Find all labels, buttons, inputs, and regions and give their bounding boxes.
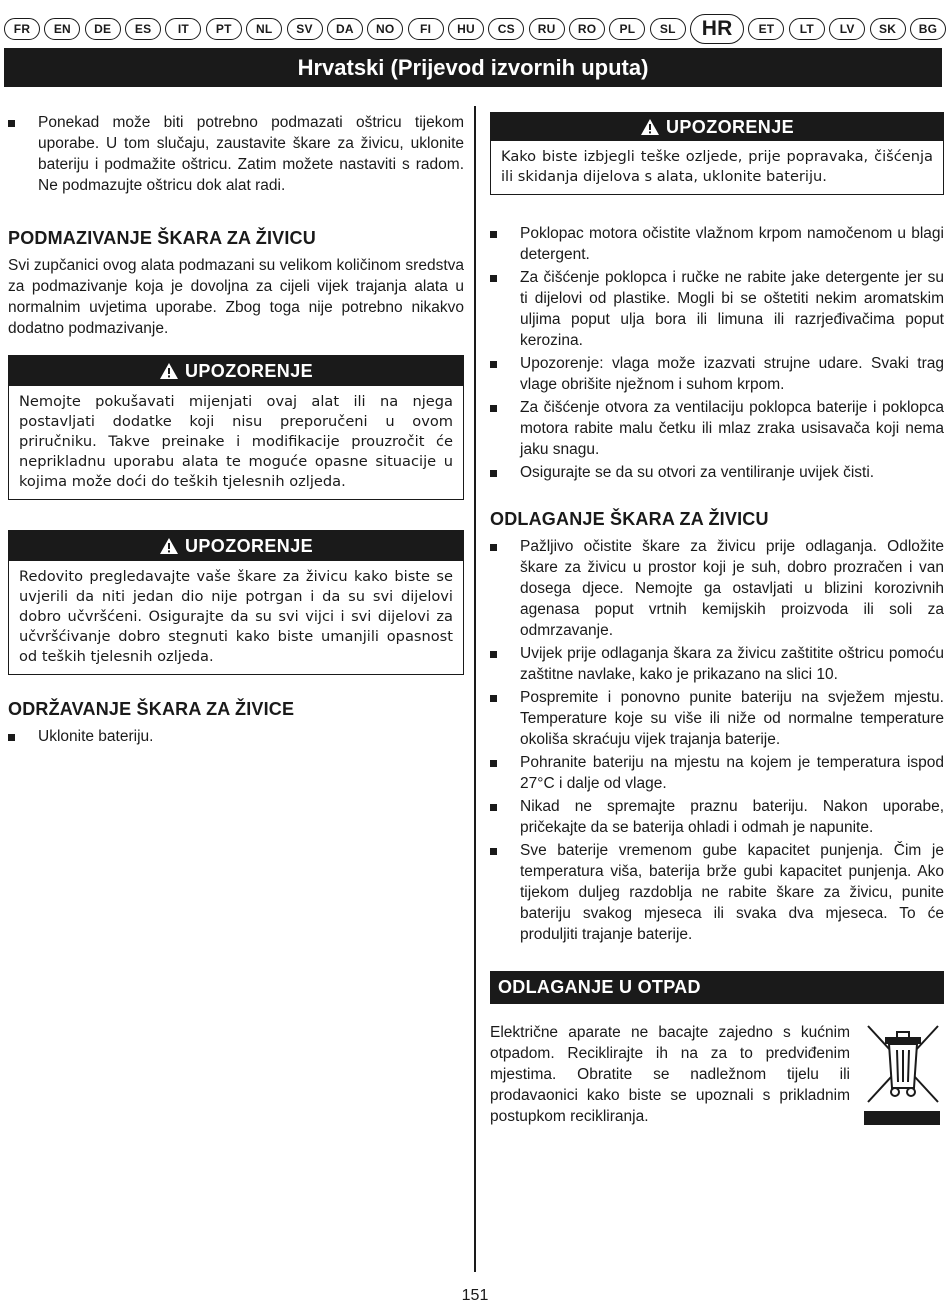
language-tab-hu: HU bbox=[448, 18, 484, 40]
list-item: Pospremite i ponovno punite bateriju na svježem mjestu. Temperature koje su više ili niže od normalne temperature okoliša skraćuju vijek trajanja baterije. bbox=[490, 687, 944, 750]
right-column bbox=[490, 112, 944, 1127]
language-tab-fr: FR bbox=[4, 18, 40, 40]
warning-title: UPOZORENJE bbox=[184, 360, 314, 381]
column-divider bbox=[474, 106, 476, 1272]
disposal-title: ODLAGANJE U OTPAD bbox=[498, 977, 701, 997]
list-item: Uvijek prije odlaganja škara za živicu zaštitite oštricu pomoću zaštitne navlake, kako je prikazano na slici 10. bbox=[490, 643, 944, 685]
separate-collection-bar bbox=[864, 1111, 940, 1125]
section-heading-lubrication: PODMAZIVANJE ŠKARA ZA ŽIVICU bbox=[8, 228, 316, 248]
cleaning-list bbox=[490, 223, 944, 483]
language-tab-bg: BG bbox=[910, 18, 946, 40]
language-tab-sl: SL bbox=[650, 18, 686, 40]
language-tab-es: ES bbox=[125, 18, 161, 40]
page-number: 151 bbox=[461, 1287, 489, 1304]
language-tab-no: NO bbox=[367, 18, 403, 40]
list-item: Poklopac motora očistite vlažnom krpom namočenom u blagi detergent. bbox=[490, 223, 944, 265]
list-item: Za čišćenje otvora za ventilaciju poklopca baterije i poklopca motora rabite malu četku ili mlaz zraka usisavača koji nema jaku snagu. bbox=[490, 397, 944, 460]
section-heading-maintenance: ODRŽAVANJE ŠKARA ZA ŽIVICE bbox=[8, 699, 295, 719]
intro-list bbox=[8, 112, 464, 196]
page-title: Hrvatski (Prijevod izvornih uputa) bbox=[297, 54, 649, 80]
warning-text: Redovito pregledavajte vaše škare za živicu kako biste se uvjerili da niti jedan dio nije potrgan i da su svi dijelovi dobro učvršćeni. Osigurajte da su svi vijci i svi dijelovi za učvršćivanje dobro stegnuti kako biste umanjili opasnost od teških tjelesnih ozljeda. bbox=[19, 568, 453, 665]
disposal-text: Električne aparate ne bacajte zajedno s kućnim otpadom. Reciklirajte ih na za to predviđenim mjestima. Obratite se nadležnom tijelu ili prodavaonici kako biste se upoznali s prikladnim postupkom recikliranja. bbox=[490, 1024, 850, 1125]
language-tab-hr: HR bbox=[690, 14, 744, 44]
lubrication-text: Svi zupčanici ovog alata podmazani su velikom količinom sredstva za podmazivanje koja je dovoljna za cijeli vijek trajanja alata u normalnim uvjetima uporabe. Zbog toga nije potrebno nikakvo dodatno podmazivanje. bbox=[8, 257, 464, 337]
language-tab-de: DE bbox=[85, 18, 121, 40]
warning-header bbox=[9, 356, 463, 386]
list-item: Uklonite bateriju. bbox=[8, 726, 464, 747]
list-item: Ponekad može biti potrebno podmazati oštricu tijekom uporabe. U tom slučaju, zaustavite škare za živicu, uklonite bateriju i podmažite oštricu. Zatim možete nastaviti s radom. Ne podmazujte oštricu dok alat radi. bbox=[8, 112, 464, 196]
warning-text: Nemojte pokušavati mijenjati ovaj alat ili na njega postavljati dodatke koji nisu preporučeni u ovom priručniku. Takve preinake i modifikacije prouzročit će neprikladnu uporabu alata te moguće opasne situacije u kojima može doći do teških tjelesnih ozljeda. bbox=[19, 393, 453, 490]
language-tab-en: EN bbox=[44, 18, 80, 40]
list-item: Upozorenje: vlaga može izazvati strujne udare. Svaki trag vlage obrišite nježnom i suhom krpom. bbox=[490, 353, 944, 395]
warning-title: UPOZORENJE bbox=[184, 535, 314, 556]
warning-box-inspection bbox=[8, 530, 464, 675]
warning-title: UPOZORENJE bbox=[665, 116, 795, 137]
page-title-bar bbox=[4, 48, 942, 87]
warning-box-repairs bbox=[490, 112, 944, 195]
warning-triangle-icon bbox=[640, 118, 660, 136]
list-item: Nikad ne spremajte praznu bateriju. Nakon uporabe, pričekajte da se baterija ohladi i odmah je napunite. bbox=[490, 796, 944, 838]
language-tab-pt: PT bbox=[206, 18, 242, 40]
warning-box-modifications bbox=[8, 355, 464, 500]
section-heading-storage: ODLAGANJE ŠKARA ZA ŽIVICU bbox=[490, 509, 769, 529]
language-tab-nl: NL bbox=[246, 18, 282, 40]
section-heading-disposal bbox=[490, 971, 944, 1004]
warning-triangle-icon bbox=[159, 537, 179, 555]
language-tab-cs: CS bbox=[488, 18, 524, 40]
language-tab-da: DA bbox=[327, 18, 363, 40]
list-item: Pohranite bateriju na mjestu na kojem je temperatura ispod 27°C i dalje od vlage. bbox=[490, 752, 944, 794]
language-tab-ru: RU bbox=[529, 18, 565, 40]
warning-header bbox=[491, 113, 943, 141]
language-tab-fi: FI bbox=[408, 18, 444, 40]
warning-header bbox=[9, 531, 463, 561]
language-tab-sv: SV bbox=[287, 18, 323, 40]
left-column bbox=[8, 112, 464, 747]
language-tab-sk: SK bbox=[870, 18, 906, 40]
language-tab-lv: LV bbox=[829, 18, 865, 40]
disposal-block bbox=[490, 1022, 944, 1127]
crossed-out-wheelie-bin-icon bbox=[864, 1022, 942, 1125]
warning-text: Kako biste izbjegli teške ozljede, prije popravaka, čišćenja ili skidanja dijelova s alata, uklonite bateriju. bbox=[501, 148, 933, 185]
list-item: Za čišćenje poklopca i ručke ne rabite jake detergente jer su ti dijelovi od plastike. Mogli bi se oštetiti nekim aromatskim uljima poput ulja bora ili limuna ili razrjeđivačima poput kerozina. bbox=[490, 267, 944, 351]
storage-list bbox=[490, 536, 944, 945]
list-item: Osigurajte se da su otvori za ventiliranje uvijek čisti. bbox=[490, 462, 944, 483]
language-tab-pl: PL bbox=[609, 18, 645, 40]
language-tab-lt: LT bbox=[789, 18, 825, 40]
list-item: Pažljivo očistite škare za živicu prije odlaganja. Odložite škare za živicu u prostor koji je suh, dobro prozračen i van dosega djece. Nemojte ga ostavljati u blizini korozivnih agenasa poput vrtnih kemijskih proizvoda ili soli za odmrzavanje. bbox=[490, 536, 944, 641]
language-tab-ro: RO bbox=[569, 18, 605, 40]
language-tab-it: IT bbox=[165, 18, 201, 40]
warning-triangle-icon bbox=[159, 362, 179, 380]
language-tab-et: ET bbox=[748, 18, 784, 40]
list-item: Sve baterije vremenom gube kapacitet punjenja. Čim je temperatura viša, baterija brže gubi kapacitet punjenja. Ako tijekom duljeg razdoblja ne rabite škare za živicu, punite bateriju svakog mjeseca ili svaka dva mjeseca. To će produljiti trajanje baterije. bbox=[490, 840, 944, 945]
maintenance-list bbox=[8, 726, 464, 747]
language-selector bbox=[4, 14, 946, 44]
